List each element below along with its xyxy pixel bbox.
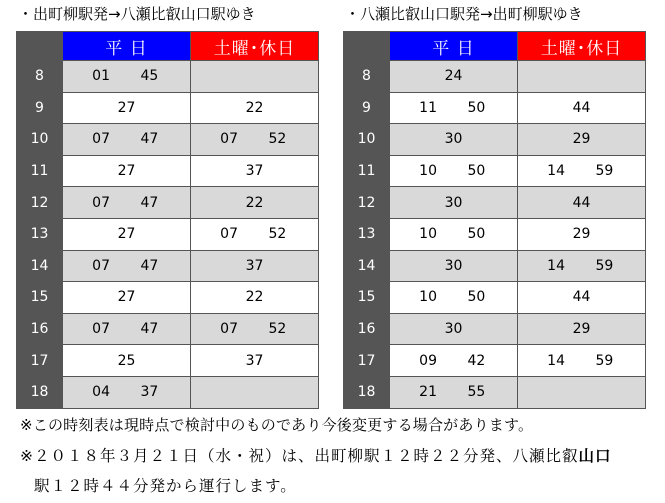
heading-yase-departure: ・八瀬比叡山口駅発→出町柳駅ゆき <box>345 5 583 23</box>
hour-cell: 11 <box>344 155 390 187</box>
departure-minute: 47 <box>140 194 159 211</box>
weekday-minutes-cell <box>390 218 518 250</box>
timetable-header-row <box>17 32 319 61</box>
hour-cell: 15 <box>344 282 390 314</box>
weekday-minutes-cell <box>63 313 191 345</box>
hour-cell: 12 <box>344 187 390 219</box>
timetable-row <box>344 282 646 314</box>
weekend-minutes-cell <box>518 61 646 93</box>
departure-minute: 04 <box>92 384 111 401</box>
departure-minute: 59 <box>595 352 614 369</box>
departure-minute: 50 <box>467 226 486 243</box>
departure-minute: 37 <box>245 352 264 369</box>
departure-minute: 30 <box>444 257 463 274</box>
weekday-header: 平 日 <box>390 32 518 61</box>
timetable-row <box>17 92 319 124</box>
departure-minute: 22 <box>245 194 264 211</box>
weekend-minutes-cell <box>191 218 319 250</box>
departure-minute: 37 <box>140 384 159 401</box>
departure-minute: 30 <box>444 321 463 338</box>
weekday-header: 平 日 <box>63 32 191 61</box>
departure-minute: 50 <box>467 289 486 306</box>
departure-minute: 29 <box>572 226 591 243</box>
hour-cell: 13 <box>17 218 63 250</box>
weekend-holiday-header: 土曜･休日 <box>191 32 319 61</box>
departure-minute: 11 <box>419 99 438 116</box>
departure-minute: 10 <box>419 289 438 306</box>
corner-cell <box>344 32 390 61</box>
departure-minute: 14 <box>547 257 566 274</box>
weekend-minutes-cell <box>191 313 319 345</box>
timetable-row <box>17 218 319 250</box>
departure-minute: 47 <box>140 131 159 148</box>
weekend-minutes-cell <box>518 218 646 250</box>
departure-minute: 07 <box>92 257 111 274</box>
timetable-row <box>17 345 319 377</box>
hour-cell: 9 <box>344 92 390 124</box>
departure-minute: 44 <box>572 289 591 306</box>
departure-minute: 30 <box>444 131 463 148</box>
hour-cell: 17 <box>17 345 63 377</box>
departure-minute: 07 <box>220 321 239 338</box>
timetable-row <box>17 61 319 93</box>
departure-minute: 44 <box>572 194 591 211</box>
weekday-minutes-cell <box>390 376 518 408</box>
hour-cell: 14 <box>344 250 390 282</box>
weekend-holiday-header: 土曜･休日 <box>518 32 646 61</box>
departure-minute: 27 <box>117 163 136 180</box>
departure-minute: 55 <box>467 384 486 401</box>
timetable-row <box>17 124 319 156</box>
departure-minute: 52 <box>268 131 287 148</box>
timetable-row <box>344 345 646 377</box>
departure-minute: 10 <box>419 226 438 243</box>
timetable-row <box>344 218 646 250</box>
heading-demachiyanagi-departure: ・出町柳駅発→八瀬比叡山口駅ゆき <box>18 5 256 23</box>
weekday-minutes-cell <box>390 187 518 219</box>
departure-minute: 50 <box>467 163 486 180</box>
weekday-minutes-cell <box>390 61 518 93</box>
weekend-minutes-cell <box>518 313 646 345</box>
timetable-row <box>344 92 646 124</box>
hour-cell: 10 <box>17 124 63 156</box>
timetable-header-row <box>344 32 646 61</box>
timetable-row <box>17 250 319 282</box>
weekday-minutes-cell <box>63 92 191 124</box>
corner-cell <box>17 32 63 61</box>
weekend-minutes-cell <box>191 282 319 314</box>
weekend-minutes-cell <box>518 155 646 187</box>
departure-minute: 45 <box>140 68 159 85</box>
departure-minute: 27 <box>117 226 136 243</box>
weekend-minutes-cell <box>518 345 646 377</box>
timetable-row <box>17 282 319 314</box>
weekend-minutes-cell <box>518 250 646 282</box>
hour-cell: 11 <box>17 155 63 187</box>
weekend-minutes-cell <box>191 92 319 124</box>
weekday-minutes-cell <box>390 282 518 314</box>
timetable-row <box>17 313 319 345</box>
weekend-minutes-cell <box>191 187 319 219</box>
departure-minute: 01 <box>92 68 111 85</box>
departure-minute: 14 <box>547 163 566 180</box>
hour-cell: 17 <box>344 345 390 377</box>
weekday-minutes-cell <box>390 313 518 345</box>
departure-minute: 52 <box>268 226 287 243</box>
departure-minute: 27 <box>117 99 136 116</box>
departure-minute: 25 <box>117 352 136 369</box>
weekday-minutes-cell <box>63 218 191 250</box>
timetable-row <box>17 376 319 408</box>
departure-minute: 07 <box>92 131 111 148</box>
departure-minute: 37 <box>245 257 264 274</box>
departure-minute: 09 <box>419 352 438 369</box>
weekend-minutes-cell <box>518 92 646 124</box>
note-start-date <box>20 444 612 466</box>
weekend-minutes-cell <box>191 61 319 93</box>
departure-minute: 14 <box>547 352 566 369</box>
hour-cell: 12 <box>17 187 63 219</box>
departure-minute: 10 <box>419 163 438 180</box>
hour-cell: 9 <box>17 92 63 124</box>
weekday-minutes-cell <box>390 345 518 377</box>
departure-minute: 44 <box>572 99 591 116</box>
weekday-minutes-cell <box>63 61 191 93</box>
weekend-minutes-cell <box>191 124 319 156</box>
departure-minute: 52 <box>268 321 287 338</box>
departure-minute: 59 <box>595 257 614 274</box>
hour-cell: 16 <box>17 313 63 345</box>
note-start-date-text: ※２０１８年３月２１日（水・祝）は、出町柳駅１２時２２分発、八瀬比叡 <box>20 447 579 465</box>
departure-minute: 24 <box>444 68 463 85</box>
hour-cell: 8 <box>344 61 390 93</box>
departure-minute: 37 <box>245 163 264 180</box>
weekday-minutes-cell <box>63 155 191 187</box>
weekend-minutes-cell <box>191 376 319 408</box>
weekend-minutes-cell <box>191 155 319 187</box>
weekend-minutes-cell <box>518 376 646 408</box>
timetable-row <box>17 155 319 187</box>
hour-cell: 8 <box>17 61 63 93</box>
weekday-minutes-cell <box>390 155 518 187</box>
weekday-minutes-cell <box>63 282 191 314</box>
hour-cell: 18 <box>17 376 63 408</box>
weekday-minutes-cell <box>63 345 191 377</box>
timetable-row <box>344 124 646 156</box>
weekday-minutes-cell <box>390 92 518 124</box>
weekday-minutes-cell <box>63 250 191 282</box>
departure-minute: 42 <box>467 352 486 369</box>
hour-cell: 18 <box>344 376 390 408</box>
departure-minute: 47 <box>140 321 159 338</box>
departure-minute: 50 <box>467 99 486 116</box>
weekend-minutes-cell <box>191 345 319 377</box>
departure-minute: 07 <box>220 131 239 148</box>
hour-cell: 10 <box>344 124 390 156</box>
hour-cell: 13 <box>344 218 390 250</box>
weekend-minutes-cell <box>518 124 646 156</box>
note-start-date-bold: 山口 <box>578 447 612 465</box>
weekday-minutes-cell <box>390 250 518 282</box>
note-provisional: ※この時刻表は現時点で検討中のものであり今後変更する場合があります。 <box>20 416 534 434</box>
departure-minute: 22 <box>245 289 264 306</box>
departure-minute: 29 <box>572 321 591 338</box>
departure-minute: 59 <box>595 163 614 180</box>
note-start-date-continued: 駅１２時４４分発から運行します。 <box>34 477 297 495</box>
hour-cell: 15 <box>17 282 63 314</box>
timetable-row <box>344 313 646 345</box>
timetable-row <box>344 376 646 408</box>
weekday-minutes-cell <box>63 124 191 156</box>
timetable-row <box>344 61 646 93</box>
timetable-row <box>344 187 646 219</box>
departure-minute: 47 <box>140 257 159 274</box>
departure-minute: 07 <box>220 226 239 243</box>
weekday-minutes-cell <box>63 187 191 219</box>
timetable-row <box>344 250 646 282</box>
departure-minute: 07 <box>92 321 111 338</box>
departure-minute: 07 <box>92 194 111 211</box>
departure-minute: 27 <box>117 289 136 306</box>
weekend-minutes-cell <box>518 187 646 219</box>
timetable-yase-to-demachiyanagi <box>343 31 646 409</box>
weekend-minutes-cell <box>191 250 319 282</box>
weekend-minutes-cell <box>518 282 646 314</box>
hour-cell: 14 <box>17 250 63 282</box>
timetable-demachiyanagi-to-yase <box>16 31 319 409</box>
departure-minute: 22 <box>245 99 264 116</box>
timetable-row <box>344 155 646 187</box>
departure-minute: 29 <box>572 131 591 148</box>
hour-cell: 16 <box>344 313 390 345</box>
departure-minute: 21 <box>419 384 438 401</box>
weekday-minutes-cell <box>390 124 518 156</box>
timetable-row <box>17 187 319 219</box>
weekday-minutes-cell <box>63 376 191 408</box>
departure-minute: 30 <box>444 194 463 211</box>
